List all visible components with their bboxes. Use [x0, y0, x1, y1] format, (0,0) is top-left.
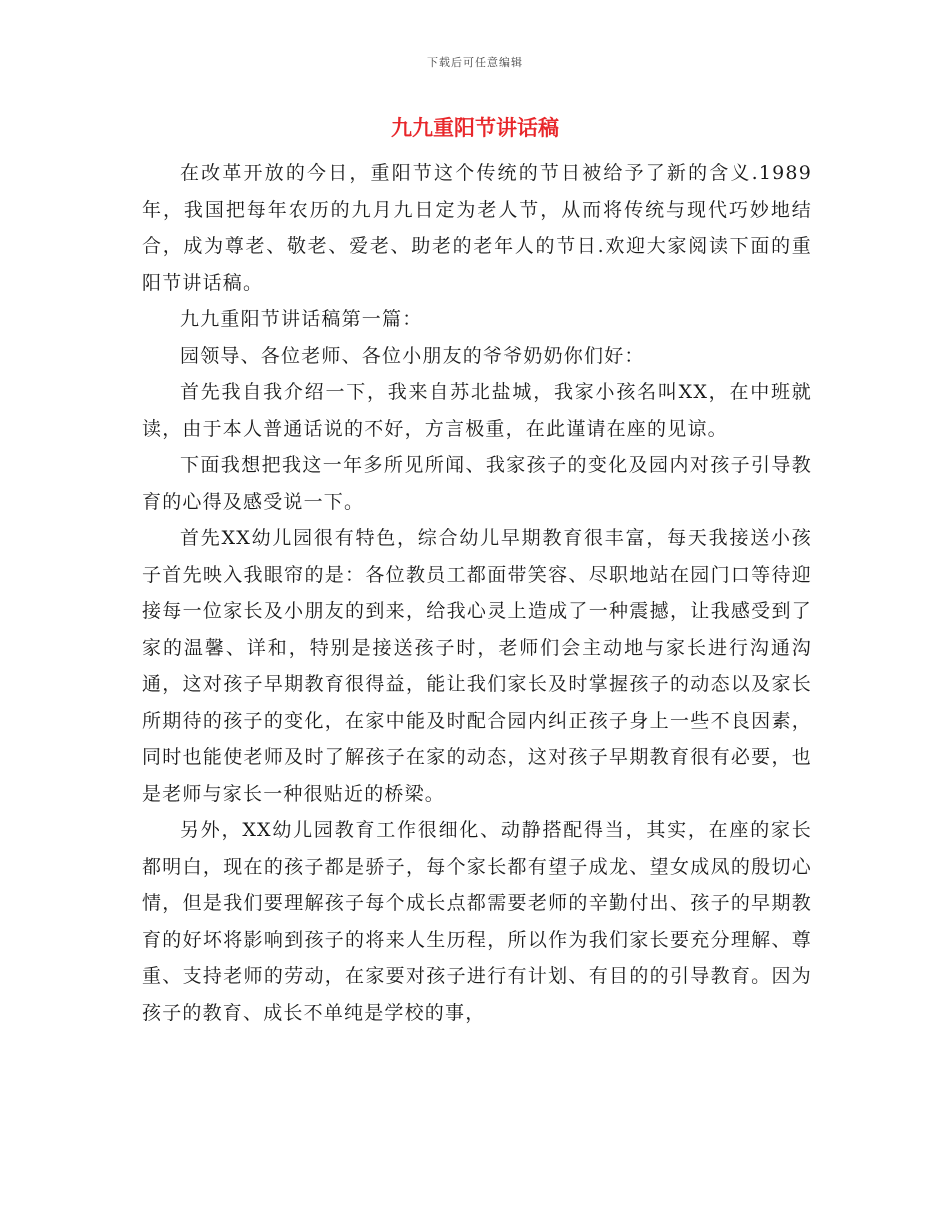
document-title: 九九重阳节讲话稿 [391, 116, 559, 140]
paragraph-self-intro: 首先我自我介绍一下，我来自苏北盐城，我家小孩名叫XX，在中班就读，由于本人普通话说的不好，方言极重，在此谨请在座的见谅。 [142, 381, 812, 440]
paragraph-greeting: 园领导、各位老师、各位小朋友的爷爷奶奶你们好： [180, 344, 645, 367]
paragraph-transition: 下面我想把我这一年多所见所闻、我家孩子的变化及园内对孩子引导教育的心得及感受说一下。 [142, 454, 812, 513]
paragraph-section-heading: 九九重阳节讲话稿第一篇： [180, 308, 423, 330]
paragraph-education-work: 另外，XX幼儿园教育工作很细化、动静搭配得当，其实，在座的家长都明白，现在的孩子都是骄子，每个家长都有望子成龙、望女成凤的殷切心情，但是我们要理解孩子每个成长点都需要老师的辛勤付出、孩子的早期教育的好坏将影响到孩子的将来人生历程，所以作为我们家长要充分理解、尊重、支持老师的劳动，在家要对孩子进行有计划、有目的的引导教育。因为孩子的教育、成长不单纯是学校的事， [142, 819, 812, 1024]
paragraph-kindergarten-features: 首先XX幼儿园很有特色，综合幼儿早期教育很丰富，每天我接送小孩子首先映入我眼帘的是：各位教员工都面带笑容、尽职地站在园门口等待迎接每一位家长及小朋友的到来，给我心灵上造成了一种震撼，让我感受到了家的温馨、详和，特别是接送孩子时，老师们会主动地与家长进行沟通沟通，这对孩子早期教育很得益，能让我们家长及时掌握孩子的动态以及家长所期待的孩子的变化，在家中能及时配合园内纠正孩子身上一些不良因素，同时也能使老师及时了解孩子在家的动态，这对孩子早期教育很有必要，也是老师与家长一种很贴近的桥梁。 [142, 527, 812, 805]
download-note: 下载后可任意编辑 [427, 56, 523, 69]
document-body [142, 155, 812, 1031]
paragraph-intro: 在改革开放的今日，重阳节这个传统的节日被给予了新的含义.1989年，我国把每年农历的九月九日定为老人节，从而将传统与现代巧妙地结合，成为尊老、敬老、爱老、助老的老年人的节日.欢迎大家阅读下面的重阳节讲话稿。 [142, 162, 812, 294]
